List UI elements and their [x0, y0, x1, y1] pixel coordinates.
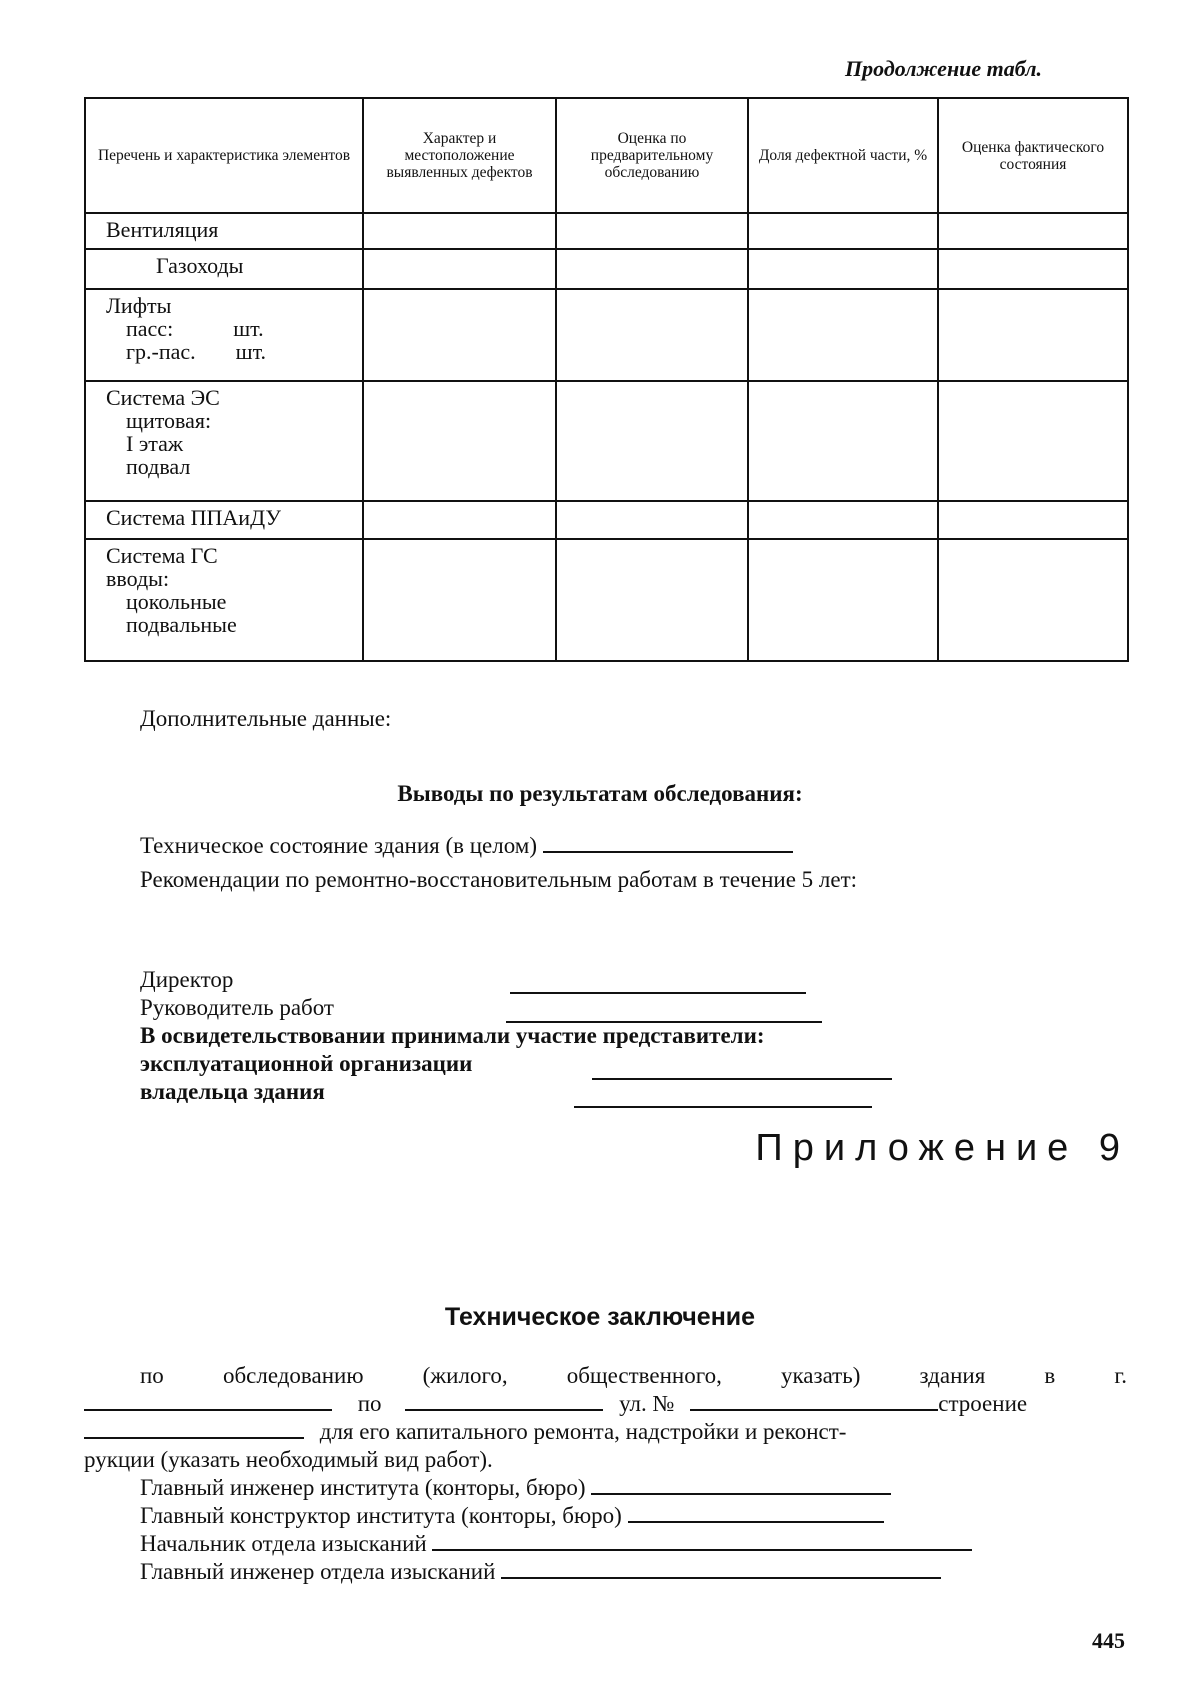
table-cell	[938, 249, 1128, 289]
extra-data-label: Дополнительные данные:	[140, 706, 392, 731]
table-header-row	[85, 98, 1128, 213]
chief-engineer-blank	[591, 1475, 891, 1495]
column-header: Доля дефектной части, %	[748, 98, 938, 213]
state-label: Техническое состояние здания (в целом)	[140, 833, 538, 858]
table-cell	[748, 501, 938, 539]
director-label: Директор	[140, 967, 234, 992]
table-cell	[938, 501, 1128, 539]
row-label-gas: Газоходы	[85, 249, 363, 289]
appendix-purpose: для его капитального ремонта, надстройки и реконст-	[319, 1419, 847, 1444]
lifts-gr: гр.-пас.	[126, 339, 196, 364]
survey-engineer-blank	[501, 1559, 941, 1579]
es-title: Система ЭС	[106, 385, 220, 410]
table-cell	[363, 213, 556, 249]
gs-title: Система ГС	[106, 543, 218, 568]
column-header: Характер и местоположение выявленных дефектов	[363, 98, 556, 213]
row-label-ventilation: Вентиляция	[85, 213, 363, 249]
table-row	[85, 539, 1128, 661]
table-row	[85, 249, 1128, 289]
appendix-title: Техническое заключение	[444, 1303, 756, 1331]
appendix-street: ул. №	[619, 1391, 675, 1416]
participants-label: В освидетельствовании принимали участие представители:	[140, 1023, 765, 1048]
owner-label: владельца здания	[140, 1079, 325, 1104]
page-number: 445	[1092, 1628, 1125, 1653]
table-row	[85, 289, 1128, 381]
owner-blank	[574, 1088, 872, 1108]
director-blank	[510, 974, 806, 994]
state-blank	[543, 833, 793, 853]
table-cell	[556, 501, 748, 539]
table-row	[85, 381, 1128, 501]
table-cell	[363, 249, 556, 289]
continuation-label: Продолжение табл.	[845, 56, 1042, 81]
street-blank	[405, 1391, 603, 1411]
recommendations-text: Рекомендации по ремонтно-восстановительным работам в течение 5 лет:	[140, 867, 858, 892]
gs-a: вводы:	[106, 566, 170, 591]
chief-designer-label: Главный конструктор института (конторы, бюро)	[140, 1503, 622, 1528]
appendix-po: по	[357, 1391, 382, 1416]
chief-engineer-label: Главный инженер института (конторы, бюро)	[140, 1475, 586, 1500]
table-cell	[748, 539, 938, 661]
row-label-lifts	[85, 289, 363, 381]
table-cell	[556, 289, 748, 381]
number-blank	[690, 1391, 938, 1411]
row-label-gs	[85, 539, 363, 661]
column-header: Перечень и характеристика элементов	[85, 98, 363, 213]
city-blank	[84, 1391, 332, 1411]
table-cell	[556, 539, 748, 661]
appendix-line-2	[84, 1390, 1127, 1417]
sign-line-4	[140, 1558, 941, 1585]
table-cell	[748, 381, 938, 501]
table-cell	[748, 249, 938, 289]
sign-line-2	[140, 1502, 884, 1529]
table-cell	[363, 381, 556, 501]
head-blank	[506, 1003, 822, 1023]
lifts-gr-unit: шт.	[235, 339, 267, 364]
chief-designer-blank	[628, 1503, 884, 1523]
table-cell	[938, 381, 1128, 501]
appendix-label: Приложение 9	[755, 1127, 1130, 1169]
sign-line-1	[140, 1474, 891, 1501]
table-cell	[938, 289, 1128, 381]
operator-blank	[592, 1060, 892, 1080]
column-header: Оценка фактического состояния	[938, 98, 1128, 213]
appendix-line-4: рукции (указать необходимый вид работ).	[84, 1447, 493, 1472]
lifts-pass-unit: шт.	[233, 316, 264, 341]
es-a: щитовая:	[126, 408, 212, 433]
gs-b: цокольные	[126, 589, 227, 614]
survey-engineer-label: Главный инженер отдела изысканий	[140, 1559, 496, 1584]
table-cell	[556, 213, 748, 249]
table-cell	[363, 539, 556, 661]
table-cell	[748, 213, 938, 249]
survey-head-label: Начальник отдела изысканий	[140, 1531, 427, 1556]
lifts-title: Лифты	[106, 293, 172, 318]
table-cell	[363, 501, 556, 539]
gs-c: подвальные	[126, 612, 237, 637]
table-row	[85, 501, 1128, 539]
es-c: подвал	[126, 454, 191, 479]
table-cell	[748, 289, 938, 381]
state-line	[140, 832, 793, 859]
table-row	[85, 213, 1128, 249]
building-blank	[84, 1419, 304, 1439]
row-label-es	[85, 381, 363, 501]
inspection-table	[84, 97, 1129, 662]
appendix-line-1: по обследованию (жилого, общественного, указать) здания в г.	[140, 1363, 1127, 1388]
appendix-building: строение	[938, 1391, 1028, 1416]
operator-label: эксплуатационной организации	[140, 1051, 473, 1076]
row-label-ppa: Система ППАиДУ	[85, 501, 363, 539]
head-label: Руководитель работ	[140, 995, 334, 1020]
appendix-line-3	[84, 1418, 1127, 1445]
table-cell	[363, 289, 556, 381]
es-b: I этаж	[126, 431, 184, 456]
lifts-pass: пасс:	[126, 316, 174, 341]
table-cell	[556, 381, 748, 501]
table-cell	[938, 213, 1128, 249]
conclusions-title: Выводы по результатам обследования:	[397, 781, 803, 806]
sign-line-3	[140, 1530, 972, 1557]
table-cell	[556, 249, 748, 289]
survey-head-blank	[432, 1531, 972, 1551]
table-cell	[938, 539, 1128, 661]
column-header: Оценка по предварительному обследованию	[556, 98, 748, 213]
